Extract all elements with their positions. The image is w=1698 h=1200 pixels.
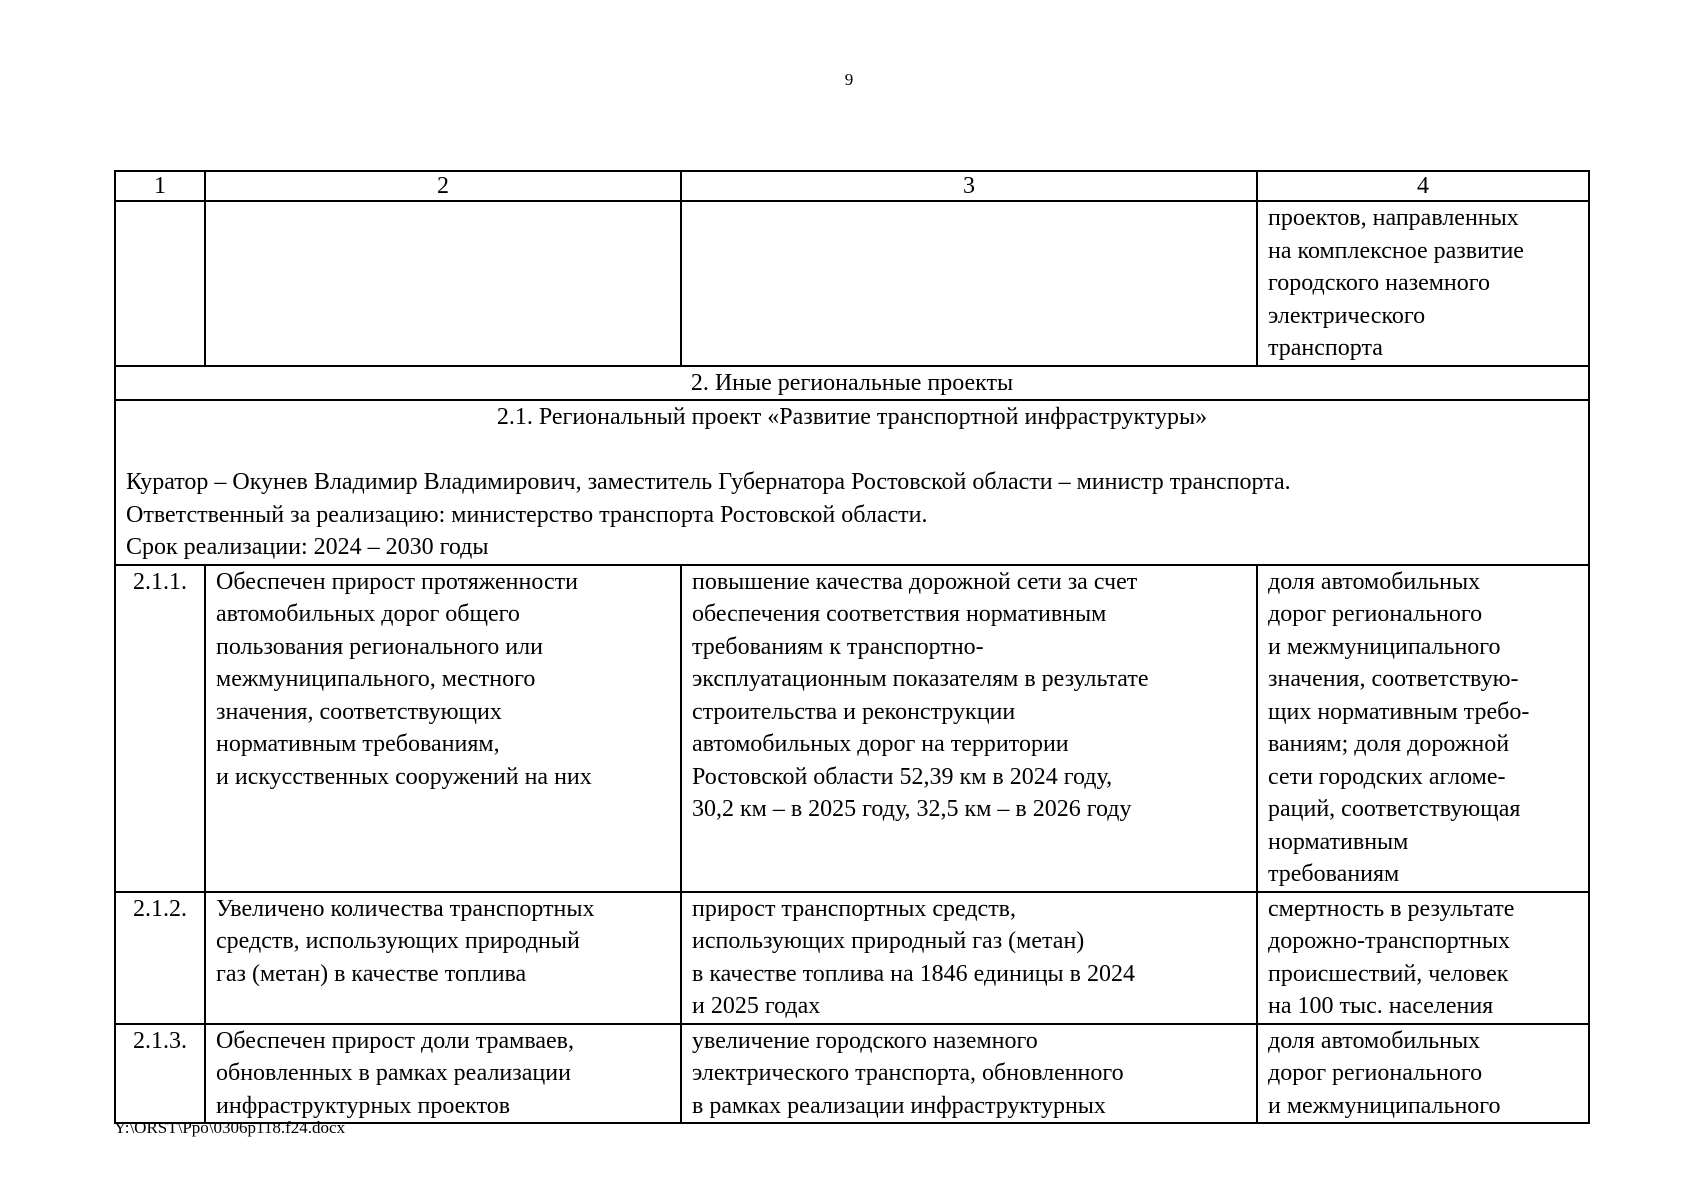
subsection-title: 2.1. Региональный проект «Развитие транспортной инфраструктуры» [496, 404, 1208, 430]
section-title: 2. Иные региональные проекты [115, 366, 1589, 401]
row-indicator: доля автомобильных дорог регионального и межмуниципального значения, соответствую- щих нормативным требо- ваниям; доля дорожной сети городских агломе- раций, соответствующая нормативным требованиям [1257, 565, 1589, 892]
continuation-cell-4: проектов, направленных на комплексное развитие городского наземного электрического транспорта [1257, 201, 1589, 366]
footer-file-path: Y:\ORST\Ppo\0306p118.f24.docx [114, 1118, 346, 1137]
row-number: 2.1.3. [115, 1024, 205, 1124]
table-row [115, 565, 1589, 892]
subsection-block [115, 400, 1589, 565]
continuation-cell-3 [681, 201, 1257, 366]
header-cell-1: 1 [115, 171, 205, 201]
row-number: 2.1.1. [115, 565, 205, 892]
subsection-curator: Куратор – Окунев Владимир Владимирович, заместитель Губернатора Ростовской области – министр транспорта. [126, 469, 1291, 495]
header-cell-2: 2 [205, 171, 681, 201]
table-row [115, 892, 1589, 1024]
continuation-cell-2 [205, 201, 681, 366]
header-cell-4: 4 [1257, 171, 1589, 201]
table-row [115, 1024, 1589, 1124]
row-result: Обеспечен прирост протяженности автомобильных дорог общего пользования регионального или межмуниципального, местного значения, соответствующих нормативным требованиям, и искусственных сооружений на них [205, 565, 681, 892]
row-result: Обеспечен прирост доли трамваев, обновленных в рамках реализации инфраструктурных проектов [205, 1024, 681, 1124]
row-indicator: смертность в результате дорожно-транспортных происшествий, человек на 100 тыс. населения [1257, 892, 1589, 1024]
section-title-row [115, 366, 1589, 401]
subsection-responsible: Ответственный за реализацию: министерство транспорта Ростовской области. [126, 501, 928, 528]
document-table [114, 170, 1590, 1124]
continuation-cell-1 [115, 201, 205, 366]
subsection-term: Срок реализации: 2024 – 2030 годы [126, 534, 489, 560]
page-number: 9 [844, 70, 854, 89]
continuation-row [115, 201, 1589, 366]
row-result: Увеличено количества транспортных средств, использующих природный газ (метан) в качестве топлива [205, 892, 681, 1024]
header-cell-3: 3 [681, 171, 1257, 201]
row-description: прирост транспортных средств, использующих природный газ (метан) в качестве топлива на 1846 единицы в 2024 и 2025 годах [681, 892, 1257, 1024]
row-description: повышение качества дорожной сети за счет обеспечения соответствия нормативным требованиям к транспортно- эксплуатационным показателям в результате строительства и реконструкции автомобильных дорог на территории Ростовской области 52,39 км в 2024 году, 30,2 км – в 2025 году, 32,5 км – в 2026 году [681, 565, 1257, 892]
subsection-row [115, 400, 1589, 565]
table-header-row [115, 171, 1589, 201]
row-indicator: доля автомобильных дорог регионального и межмуниципального [1257, 1024, 1589, 1124]
row-description: увеличение городского наземного электрического транспорта, обновленного в рамках реализации инфраструктурных [681, 1024, 1257, 1124]
row-number: 2.1.2. [115, 892, 205, 1024]
